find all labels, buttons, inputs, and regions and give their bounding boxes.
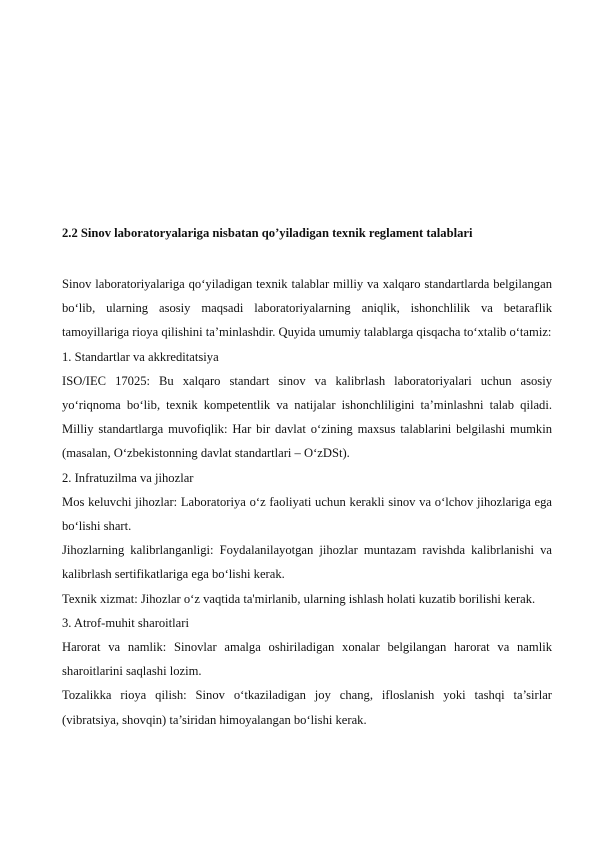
paragraph-iso-standards: ISO/IEC 17025: Bu xalqaro standart sinov va kalibrlash laboratoriyalari uchun asosiy yo‘riqnoma bo‘lib, texnik kompetentlik va natijalar ishonchliligini ta’minlashni talab qiladi. Milliy standartlarga muvofiqlik: Har bir davlat o‘zining maxsus talablarini belgilashi mumkin (masalan, O‘zbekistonning davlat standartlari – O‘zDSt). <box>62 373 552 461</box>
paragraph-calibration: Jihozlarning kalibrlanganligi: Foydalanilayotgan jihozlar muntazam ravishda kalibrlanishi va kalibrlash sertifikatlariga ega bo‘lishi kerak. <box>62 543 552 582</box>
intro-paragraph: Sinov laboratoriyalariga qo‘yiladigan texnik talablar milliy va xalqaro standartlarda belgilangan bo‘lib, ularning asosiy maqsadi laboratoriyalarning aniqlik, ishonchlilik va betaraflik tamoyillariga rioya qilishini ta’minlashdir. Quyida umumiy talablarga qisqacha to‘xtalib o‘tamiz: <box>62 277 552 340</box>
paragraph-temperature: Harorat va namlik: Sinovlar amalga oshiriladigan xonalar belgilangan harorat va namlik sharoitlarini saqlashi lozim. <box>62 640 552 679</box>
section-heading: 2.2 Sinov laboratoryalariga nisbatan qo’yiladigan texnik reglament talablari <box>62 226 473 240</box>
subheading-environment: 3. Atrof-muhit sharoitlari <box>62 615 189 630</box>
paragraph-equipment: Mos keluvchi jihozlar: Laboratoriya o‘z faoliyati uchun kerakli sinov va o‘lchov jihozlariga ega bo‘lishi shart. <box>62 494 552 534</box>
document-body <box>62 272 552 732</box>
subheading-standards: 1. Standartlar va akkreditatsiya <box>62 349 219 364</box>
paragraph-cleanliness: Tozalikka rioya qilish: Sinov o‘tkaziladigan joy chang, ifloslanish yoki tashqi ta’sirlar (vibratsiya, shovqin) ta’siridan himoyalangan bo‘lishi kerak. <box>62 688 552 727</box>
paragraph-maintenance: Texnik xizmat: Jihozlar o‘z vaqtida ta'mirlanib, ularning ishlash holati kuzatib borilishi kerak. <box>62 591 536 606</box>
subheading-infrastructure: 2. Infratuzilma va jihozlar <box>62 470 194 485</box>
